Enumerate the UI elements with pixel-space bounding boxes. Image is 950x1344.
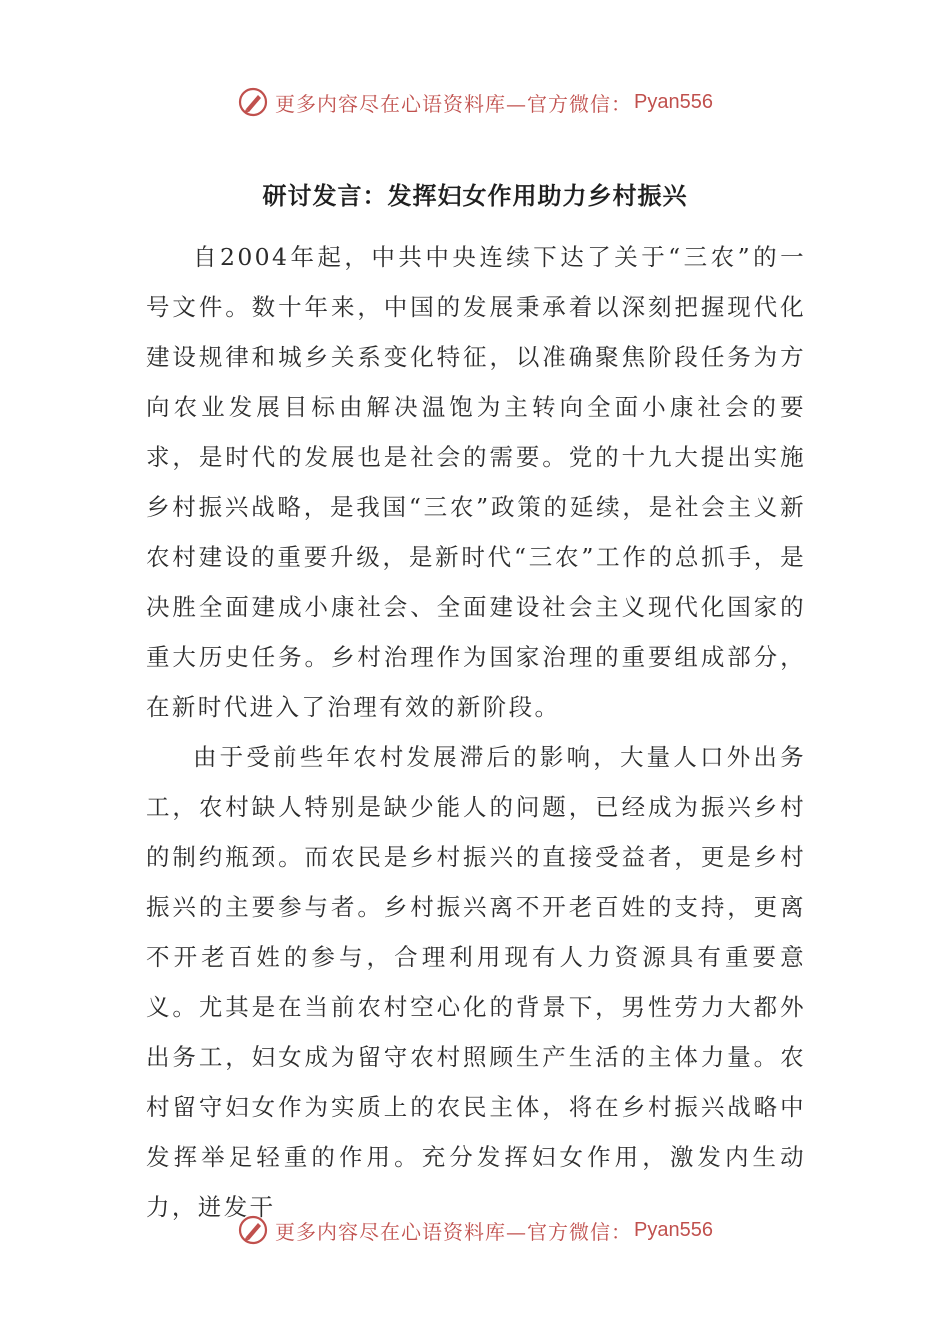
document-body	[146, 232, 806, 1232]
banner-text: 更多内容尽在心语资料库—官方微信：	[275, 1219, 633, 1244]
pen-logo-icon	[237, 1214, 269, 1246]
paragraph-1: 自2004年起，中共中央连续下达了关于“三农”的一号文件。数十年来，中国的发展秉承着以深刻把握现代化建设规律和城乡关系变化特征，以准确聚焦阶段任务为方向农业发展目标由解决温饱为主转向全面小康社会的要求，是时代的发展也是社会的需要。党的十九大提出实施乡村振兴战略，是我国“三农”政策的延续，是社会主义新农村建设的重要升级，是新时代“三农”工作的总抓手，是决胜全面建成小康社会、全面建设社会主义现代化国家的重大历史任务。乡村治理作为国家治理的重要组成部分，在新时代进入了治理有效的新阶段。	[146, 243, 806, 721]
pen-logo-icon	[237, 86, 269, 118]
banner-wechat-id: Pyan556	[634, 1218, 713, 1241]
document-title: 研讨发言：发挥妇女作用助力乡村振兴	[262, 181, 688, 210]
header-banner	[0, 80, 950, 124]
banner-wechat-id: Pyan556	[634, 90, 713, 113]
footer-banner	[0, 1208, 950, 1252]
paragraph-2: 由于受前些年农村发展滞后的影响，大量人口外出务工，农村缺人特别是缺少能人的问题，已经成为振兴乡村的制约瓶颈。而农民是乡村振兴的直接受益者，更是乡村振兴的主要参与者。乡村振兴离不开老百姓的支持，更离不开老百姓的参与，合理利用现有人力资源具有重要意义。尤其是在当前农村空心化的背景下，男性劳力大都外出务工，妇女成为留守农村照顾生产生活的主体力量。农村留守妇女作为实质上的农民主体，将在乡村振兴战略中发挥举足轻重的作用。充分发挥妇女作用，激发内生动力，迸发干	[146, 743, 806, 1221]
banner-text: 更多内容尽在心语资料库—官方微信：	[275, 91, 633, 116]
